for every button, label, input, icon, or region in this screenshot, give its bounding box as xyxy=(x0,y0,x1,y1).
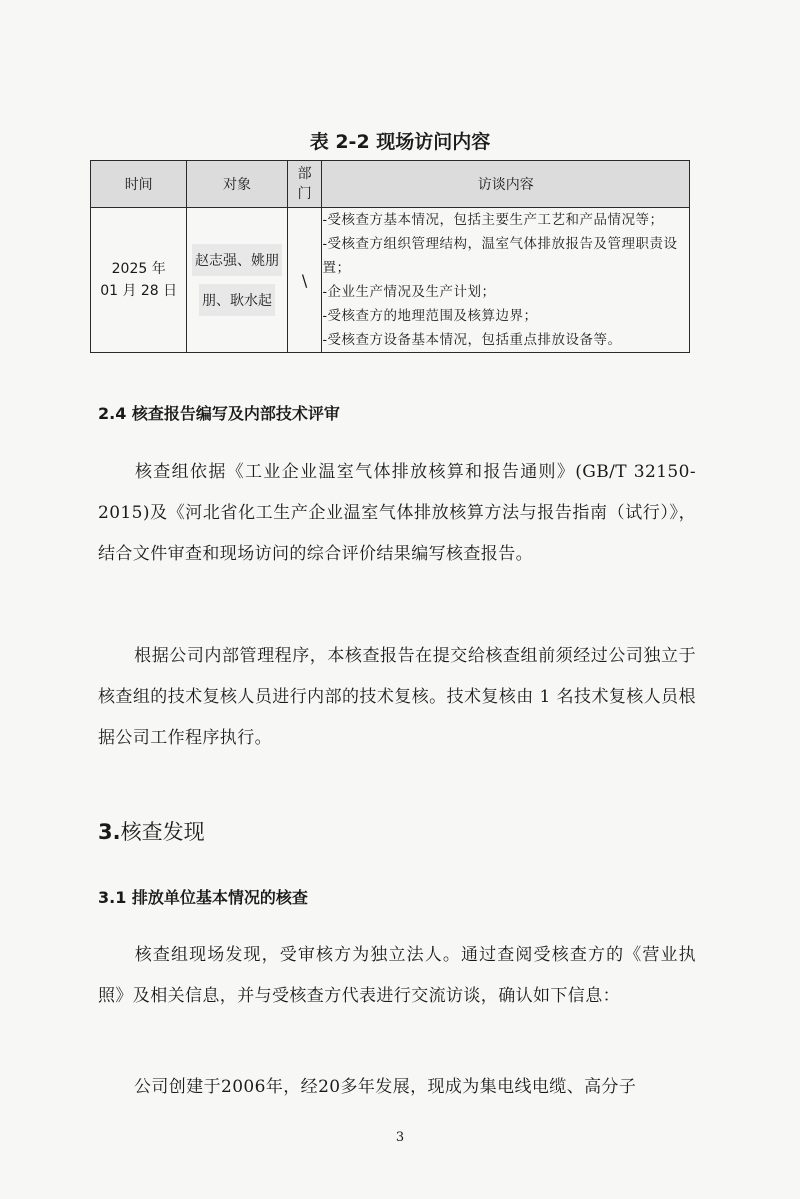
object-line2: 朋、耿水起 xyxy=(199,284,275,316)
cell-department: \ xyxy=(287,208,322,353)
chapter-3-heading xyxy=(98,816,205,846)
table-row xyxy=(91,208,690,353)
content-line-4: -受核查方的地理范围及核算边界； xyxy=(322,308,538,324)
section-3-1-para1-text: 核查组现场发现，受审核方为独立法人。通过查阅受核查方的《营业执照》及相关信息，并与受核查方代表进行交流访谈，确认如下信息： xyxy=(98,945,696,1006)
section-3-1-paragraph-2 xyxy=(98,1067,696,1108)
time-line2: 01 月 28 日 xyxy=(100,283,178,299)
cell-content xyxy=(322,208,690,353)
object-line1: 赵志强、姚朋 xyxy=(192,244,282,276)
section-3-1-para2-text: 公司创建于2006年，经20多年发展，现成为集电线电缆、高分子 xyxy=(134,1077,637,1097)
time-line1: 2025 年 xyxy=(111,261,166,277)
header-dept-line1: 部 xyxy=(297,166,312,182)
page-number: 3 xyxy=(395,1130,405,1145)
section-2-4-para2-text: 根据公司内部管理程序，本核查报告在提交给核查组前须经过公司独立于核查组的技术复核人员进行内部的技术复核。技术复核由 1 名技术复核人员根据公司工作程序执行。 xyxy=(98,646,696,748)
chapter-3-title: 核查发现 xyxy=(120,820,205,844)
content-line-5: -受核查方设备基本情况，包括重点排放设备等。 xyxy=(322,332,622,348)
section-2-4-heading: 2.4 核查报告编写及内部技术评审 xyxy=(98,404,340,423)
content-line-3: -企业生产情况及生产计划； xyxy=(322,284,496,300)
section-2-4-paragraph-1 xyxy=(98,452,696,575)
header-content: 访谈内容 xyxy=(322,161,690,208)
visit-content-table xyxy=(90,160,690,353)
section-2-4-para1-text: 核查组依据《工业企业温室气体排放核算和报告通则》(GB/T 32150-2015)及《河北省化工生产企业温室气体排放核算方法与报告指南（试行）》，结合文件审查和现场访问的综合评价结果编写核查报告。 xyxy=(98,462,696,564)
header-dept-line2: 门 xyxy=(297,186,312,202)
content-line-1: -受核查方基本情况，包括主要生产工艺和产品情况等； xyxy=(322,212,664,228)
content-line-2: -受核查方组织管理结构，温室气体排放报告及管理职责设置； xyxy=(322,236,678,276)
cell-time xyxy=(91,208,187,353)
table-title: 表 2-2 现场访问内容 xyxy=(309,131,491,153)
table-header-row xyxy=(91,161,690,208)
section-2-4-paragraph-2 xyxy=(98,636,696,759)
header-object: 对象 xyxy=(187,161,287,208)
section-3-1-paragraph-1 xyxy=(98,935,696,1017)
section-3-1-heading: 3.1 排放单位基本情况的核查 xyxy=(98,888,308,907)
header-time: 时间 xyxy=(91,161,187,208)
chapter-3-number: 3. xyxy=(98,820,121,844)
header-department xyxy=(287,161,322,208)
cell-object xyxy=(187,208,287,353)
